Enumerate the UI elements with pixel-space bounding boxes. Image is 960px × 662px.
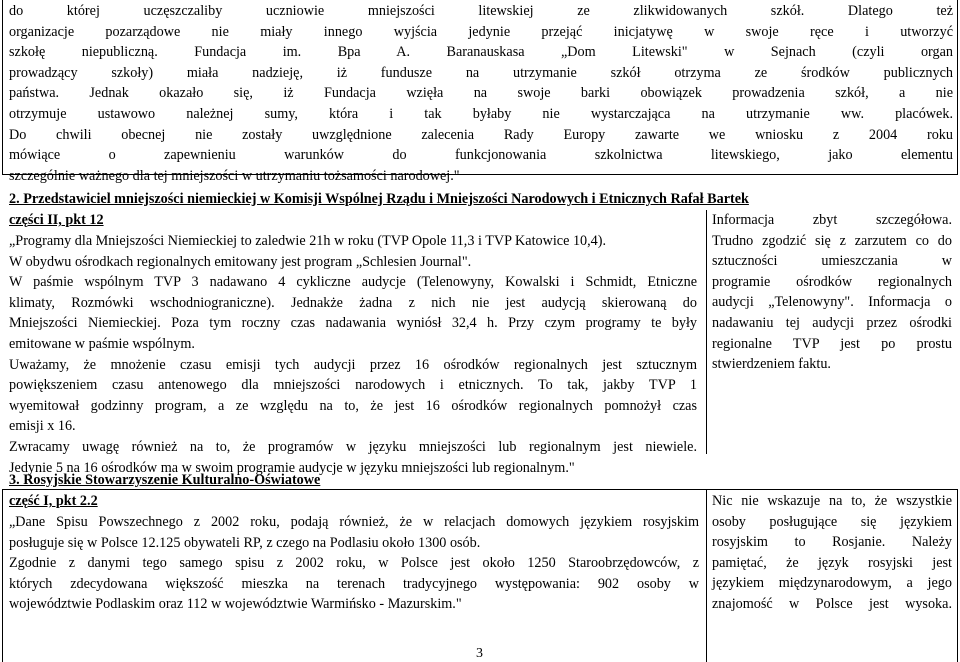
table-left-border [2, 0, 3, 175]
comment-line: Informacja zbyt szczegółowa. [712, 212, 952, 228]
comment-line: stwierdzeniem faktu. [712, 356, 831, 373]
text-line: mówiące o zapewnieniu warunków do funkcjonowania szkolnictwa litewskiego, jako elementu [9, 147, 953, 164]
text-line: organizacje pozarządowe nie miały innego wyjścia jedynie przejąć inicjatywę w swoje ręce i utworzyć [9, 23, 953, 40]
row-divider [706, 489, 707, 662]
comment-line: znajomość w Polsce jest wysoka. [712, 595, 952, 612]
comment-line: rosyjskim to Rosjanie. Należy [712, 534, 952, 551]
comment-box-divider [706, 210, 707, 454]
text-line: których zdecydowana większość mieszka na terenach tradycyjnego występowania: 902 osoby w [9, 575, 699, 592]
text-line: szczególnie ważnego dla tej mniejszości w utrzymaniu tożsamości narodowej." [9, 167, 460, 184]
section-2-part: części II, pkt 12 [9, 212, 104, 228]
comment-line: nadawaniu tej audycji przez ośrodki [712, 314, 952, 331]
text-line: wyemitował godzinny program, a ze względu na to, że jest 16 ośrodków regionalnych pomnożył czas [9, 397, 697, 414]
text-line: Uważamy, że mnożenie czasu emisji tych audycji przez 16 ośrodków regionalnych jest sztucznym [9, 356, 697, 373]
comment-line: pamiętać, że język rosyjski jest [712, 554, 952, 571]
section-2-heading: 2. Przedstawiciel mniejszości niemieckiej w Komisji Wspólnej Rządu i Mniejszości Narodowych i Etnicznych Rafał Bartek [9, 191, 749, 207]
top-paragraph [9, 1, 953, 186]
row-right-border [957, 489, 958, 662]
comment-line: programie ośrodków regionalnych [712, 273, 952, 290]
row-left-border [2, 489, 3, 662]
table-right-border [957, 0, 958, 175]
text-line: Mniejszości Niemieckiej. Poza tym roczny czas nadawania wyniósł 32,4 h. Przy czym programy te były [9, 315, 697, 332]
text-line: klimaty, Rozmówki wschodniograniczne). Jednakże żadna z nich nie jest audycją skierowaną do [9, 294, 697, 311]
section-3-part: część I, pkt 2.2 [9, 493, 98, 509]
comment-line: językiem międzynarodowym, a jego [712, 575, 952, 592]
text-line: szkołę niepubliczną. Fundacja im. Bpa A. Baranauskasa „Dom Litewski" w Sejnach (czyli organ [9, 44, 953, 61]
text-line: W obydwu ośrodkach regionalnych emitowany jest program „Schlesien Journal". [9, 253, 472, 270]
section-3-text [9, 512, 699, 615]
text-line: emisji x 16. [9, 418, 76, 435]
comment-line: Nic nie wskazuje na to, że wszystkie [712, 493, 952, 509]
comment-line: regionalne TVP jest po prostu [712, 335, 952, 352]
text-line: państwa. Jednak okazało się, iż Fundacja wzięła na swoje barki obowiązek prowadzenia szkół, a nie [9, 85, 953, 102]
section-3-heading: 3. Rosyjskie Stowarzyszenie Kulturalno-Oświatowe [9, 472, 321, 488]
text-line: W paśmie wspólnym TVP 3 nadawano 4 cykliczne audycje (Telenowyny, Kowalski i Schmidt, Etniczne [9, 274, 697, 291]
section-2-comment [712, 210, 952, 375]
text-line: otrzymuje ustawowo należnej sumy, która i tak byłaby nie wystarczająca na utrzymanie ww. placówek. [9, 105, 953, 122]
text-line: Do chwili obecnej nie zostały uwzględnione zalecenia Rady Europy zawarte we wniosku z 2004 roku [9, 126, 953, 143]
text-line: do której uczęszczaliby uczniowie mniejszości litewskiej ze zlikwidowanych szkół. Dlatego też [9, 3, 953, 19]
section-3-comment [712, 491, 952, 615]
comment-line: Trudno zgodzić się z zarzutem co do [712, 232, 952, 249]
text-line: powiększeniem czasu antenowego dla mniejszości narodowych i etnicznych. To tak, jakby TVP 1 [9, 377, 697, 394]
text-line: Zgodnie z danymi tego samego spisu z 2002 roku, w Polsce jest około 1250 Staroobrzędowców, z [9, 555, 699, 572]
page-number: 3 [476, 646, 483, 661]
text-line: prowadzący szkoły) miała nadzieję, iż fundusze na utrzymanie szkół otrzyma ze środków publicznych [9, 64, 953, 81]
comment-line: audycji „Telenowyny". Informacja o [712, 294, 952, 311]
comment-line: osoby posługujące się językiem [712, 513, 952, 530]
text-line: „Dane Spisu Powszechnego z 2002 roku, podają również, że w relacjach domowych językiem rosyjskim [9, 514, 699, 530]
text-line: „Programy dla Mniejszości Niemieckiej to zaledwie 21h w roku (TVP Opole 11,3 i TVP Katowice 10,4). [9, 233, 607, 249]
section-2-text [9, 231, 697, 478]
text-line: Jedynie 5 na 16 ośrodków ma w swoim programie audycje w języku mniejszości lub regionalnym." [9, 459, 575, 476]
text-line: posługuje się w Polsce 12.125 obywateli RP, z czego na Podlasiu około 1300 osób. [9, 534, 481, 551]
text-line: Zwracamy uwagę również na to, że programów w języku mniejszości lub regionalnym jest niewiele. [9, 438, 697, 455]
text-line: województwie Podlaskim oraz 112 w województwie Warmińsko - Mazurskim." [9, 596, 462, 613]
comment-line: sztuczności umieszczania w [712, 253, 952, 270]
text-line: emitowane w paśmie wspólnym. [9, 335, 195, 352]
